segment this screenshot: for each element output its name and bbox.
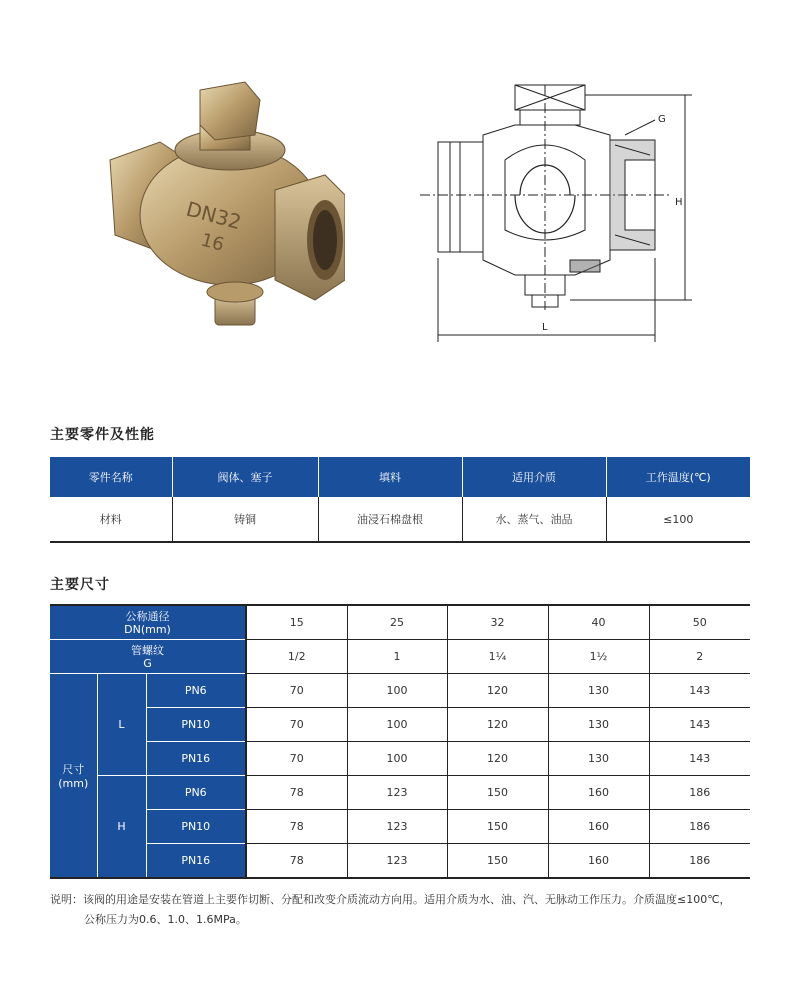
dim-value: 143: [649, 674, 750, 708]
dim-value: 100: [347, 674, 447, 708]
cell-medium: 水、蒸气、油品: [462, 497, 606, 542]
note-line-1: 说明：该阀的用途是安装在管道上主要作切断、分配和改变介质流动方向用。适用介质为水、油、汽、无脉动工作压力。介质温度≤100℃，: [50, 893, 731, 906]
dim-value: 78: [246, 810, 347, 844]
dim-value: 123: [347, 776, 447, 810]
dim-value: 186: [649, 776, 750, 810]
size-label-unit: (mm): [58, 777, 89, 790]
dim-value: 186: [649, 810, 750, 844]
pn-label: PN10: [146, 810, 246, 844]
dim-row-l-pn6: [50, 674, 750, 708]
dim-value: 70: [246, 742, 347, 776]
photo-marking-dn: DN32: [183, 196, 244, 235]
dim-value: 150: [447, 776, 548, 810]
drawing-label-h: H: [675, 197, 683, 208]
size-header: [50, 674, 97, 879]
group-label-l: L: [97, 674, 146, 776]
nominal-value: 40: [548, 605, 649, 640]
nominal-value: 15: [246, 605, 347, 640]
dim-value: 78: [246, 776, 347, 810]
dim-row-h-pn10: [50, 810, 750, 844]
description-note: [50, 890, 760, 930]
dim-value: 143: [649, 742, 750, 776]
header-body-plug: 阀体、塞子: [172, 457, 318, 497]
dim-value: 130: [548, 708, 649, 742]
nominal-value: 50: [649, 605, 750, 640]
dim-value: 160: [548, 810, 649, 844]
dim-value: 120: [447, 708, 548, 742]
nominal-label-cn: 公称通径: [125, 609, 170, 623]
pn-label: PN10: [146, 708, 246, 742]
dim-value: 100: [347, 742, 447, 776]
dim-value: 150: [447, 810, 548, 844]
photo-marking-pn: 16: [198, 229, 227, 256]
parts-performance-table: [50, 457, 750, 543]
header-part-name: 零件名称: [50, 457, 172, 497]
dim-value: 160: [548, 844, 649, 879]
dim-value: 120: [447, 674, 548, 708]
cell-body-material: 铸铜: [172, 497, 318, 542]
dim-value: 123: [347, 810, 447, 844]
thread-value: 1/2: [246, 640, 347, 674]
nominal-value: 32: [447, 605, 548, 640]
header-temperature: 工作温度(℃): [606, 457, 750, 497]
pn-label: PN16: [146, 844, 246, 879]
parts-material-row: [50, 497, 750, 542]
dim-row-l-pn10: [50, 708, 750, 742]
thread-row: [50, 640, 750, 674]
thread-label-unit: G: [143, 656, 152, 670]
parts-header-row: [50, 457, 750, 497]
pn-label: PN6: [146, 776, 246, 810]
header-medium: 适用介质: [462, 457, 606, 497]
dim-value: 150: [447, 844, 548, 879]
dim-value: 130: [548, 742, 649, 776]
size-label-cn: 尺寸: [62, 763, 85, 776]
dim-value: 120: [447, 742, 548, 776]
drawing-label-g: G: [658, 114, 666, 125]
nominal-label-unit: DN(mm): [124, 622, 171, 636]
thread-label-cn: 管螺纹: [131, 643, 164, 657]
note-line-2: 公称压力为0.6、1.0、1.6MPa。: [84, 913, 247, 926]
thread-header: [50, 640, 246, 674]
dimensions-section-title: 主要尺寸: [50, 577, 110, 593]
dim-value: 123: [347, 844, 447, 879]
dim-row-l-pn16: [50, 742, 750, 776]
group-label-h: H: [97, 776, 146, 879]
nominal-size-row: [50, 605, 750, 640]
dim-value: 70: [246, 674, 347, 708]
dim-value: 100: [347, 708, 447, 742]
drawing-label-l: L: [542, 322, 548, 333]
parts-section-title: 主要零件及性能: [50, 427, 155, 443]
thread-value: 1: [347, 640, 447, 674]
valve-photo: [100, 80, 345, 340]
dim-value: 186: [649, 844, 750, 879]
cell-temperature: ≤100: [606, 497, 750, 542]
dim-value: 143: [649, 708, 750, 742]
cell-packing-material: 油浸石棉盘根: [318, 497, 462, 542]
nominal-value: 25: [347, 605, 447, 640]
dim-value: 130: [548, 674, 649, 708]
pn-label: PN6: [146, 674, 246, 708]
thread-value: 1¼: [447, 640, 548, 674]
dim-row-h-pn6: [50, 776, 750, 810]
dim-value: 70: [246, 708, 347, 742]
dim-value: 78: [246, 844, 347, 879]
thread-value: 1½: [548, 640, 649, 674]
nominal-size-header: [50, 605, 246, 640]
pn-label: PN16: [146, 742, 246, 776]
thread-value: 2: [649, 640, 750, 674]
dim-row-h-pn16: [50, 844, 750, 879]
cell-material-label: 材料: [99, 513, 122, 526]
dim-value: 160: [548, 776, 649, 810]
header-packing: 填料: [318, 457, 462, 497]
valve-cross-section-drawing: [420, 80, 710, 345]
dimensions-table: [50, 604, 750, 879]
